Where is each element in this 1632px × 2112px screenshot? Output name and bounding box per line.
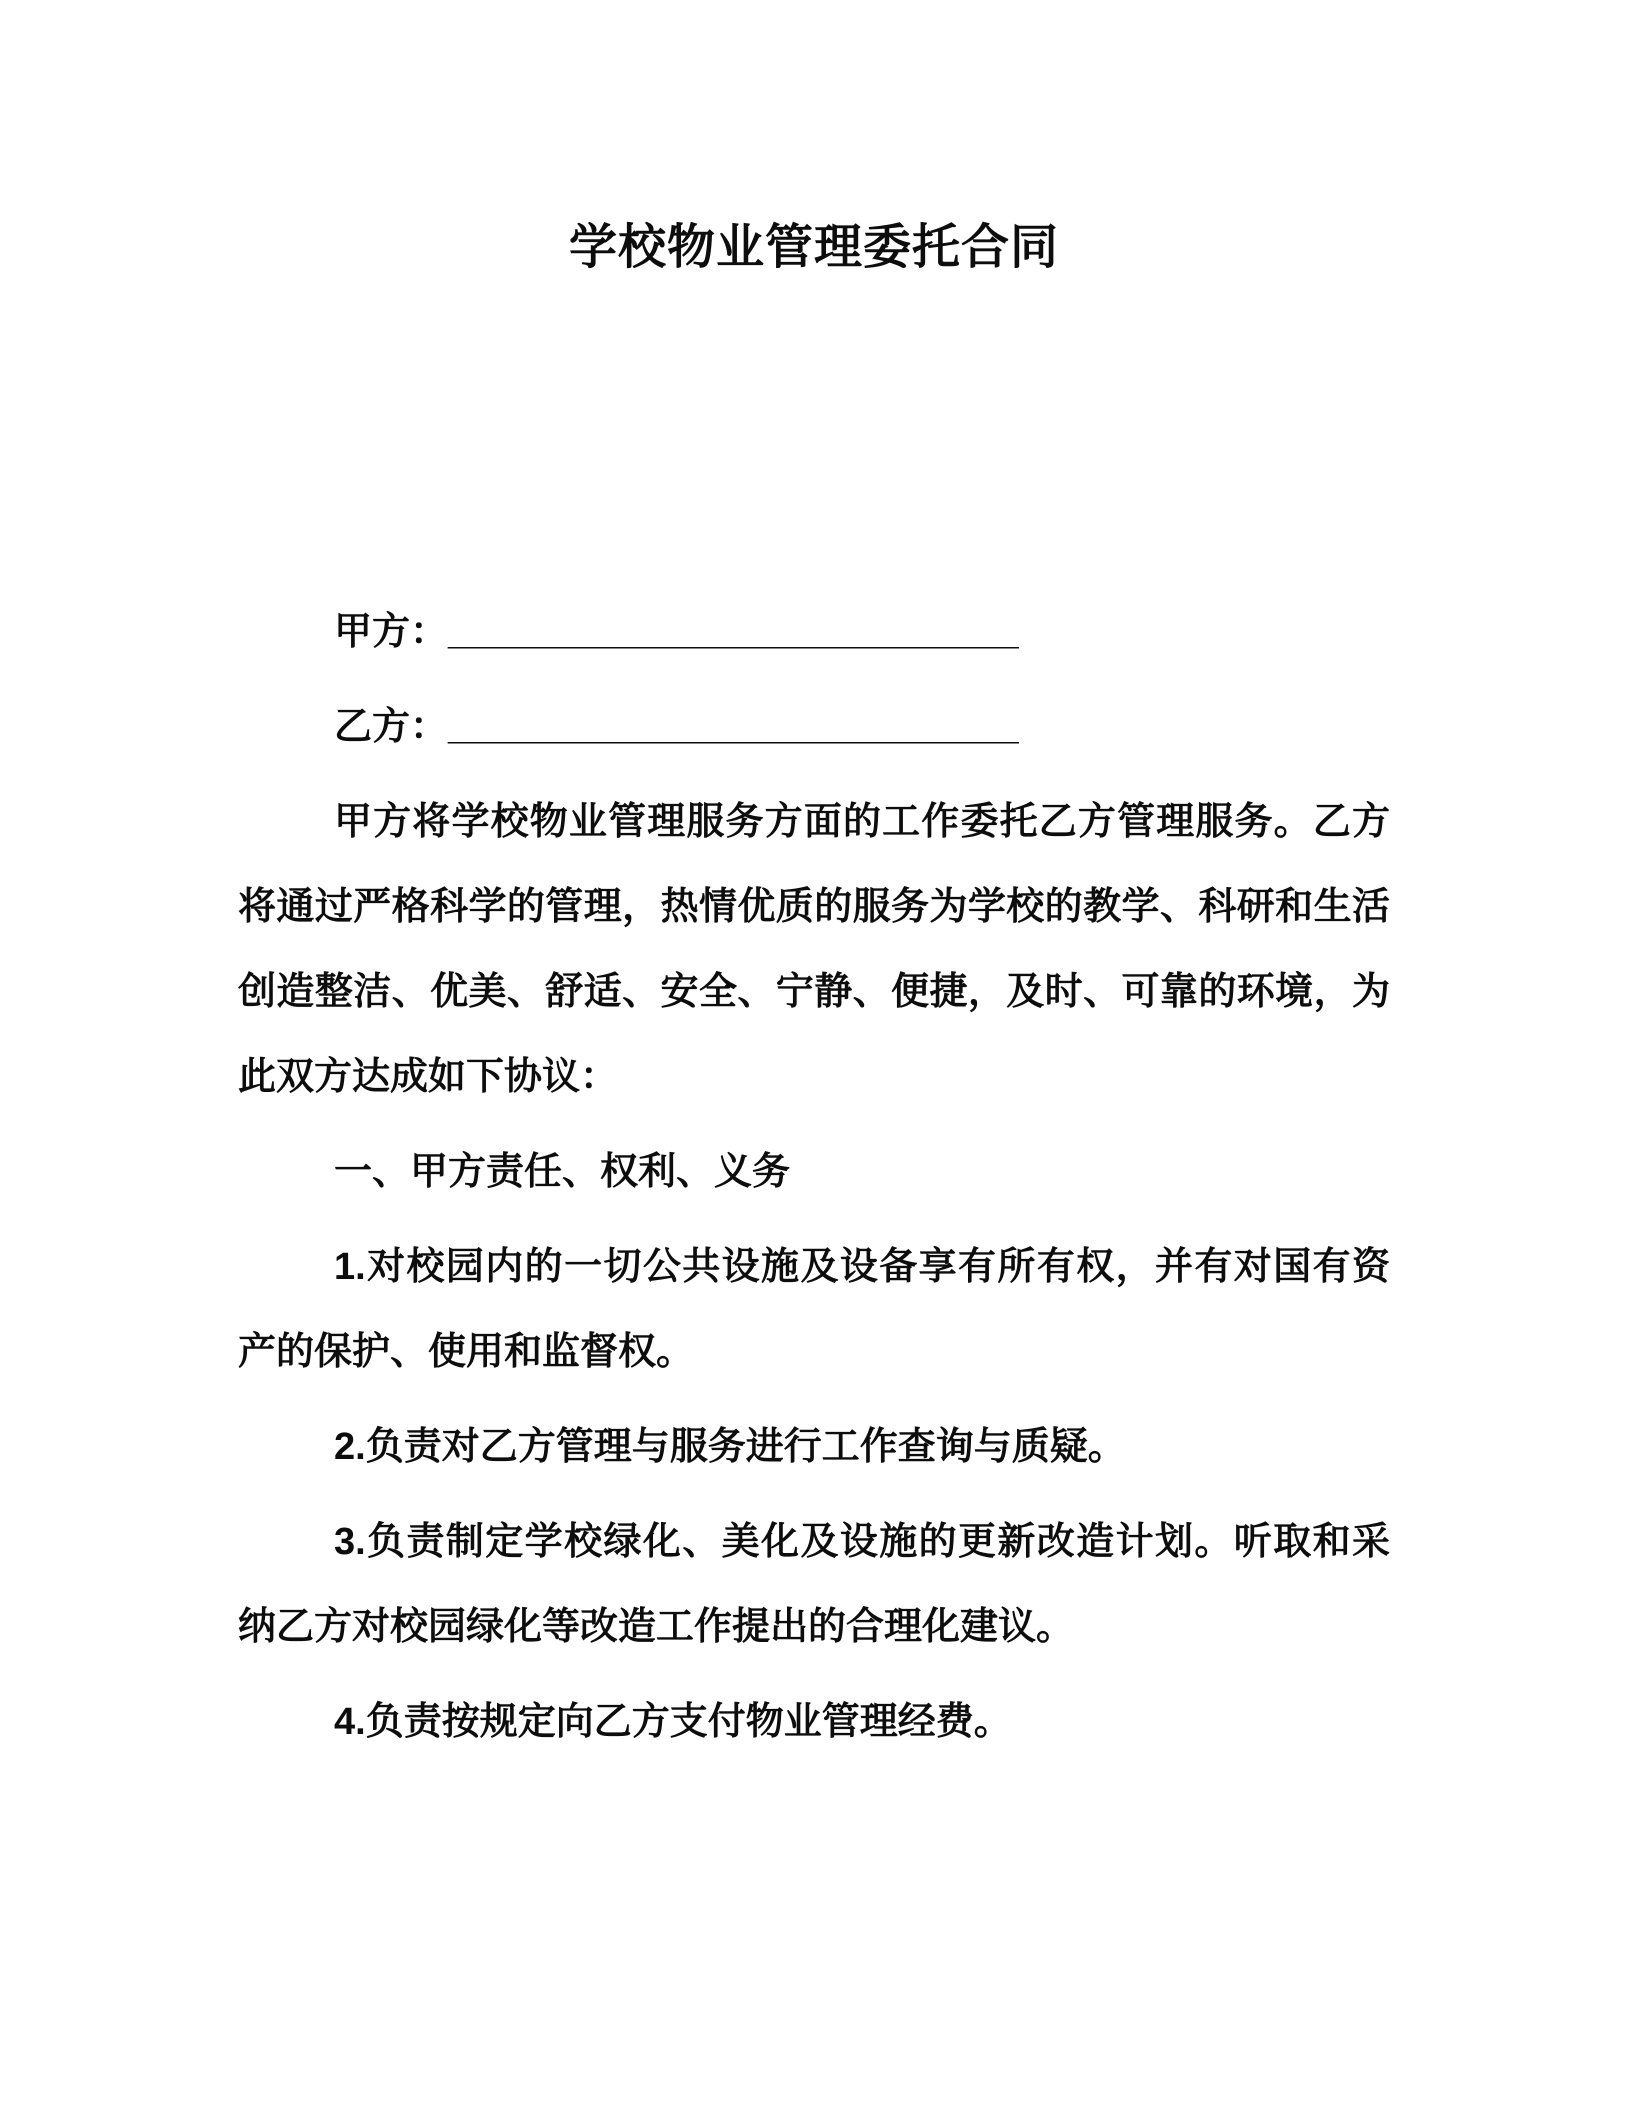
party-b-blank-line: ___________________________	[448, 706, 1019, 748]
party-a-row	[238, 590, 1390, 675]
party-b-row	[238, 685, 1390, 770]
section-1-item-3: 3.负责制定学校绿化、美化及设施的更新改造计划。听取和采纳乙方对校园绿化等改造工作提出的合理化建议。	[238, 1521, 1390, 1648]
party-a-label: 甲方：	[334, 611, 449, 653]
section-1-heading: 一、甲方责任、权利、义务	[334, 1151, 791, 1193]
party-b-label: 乙方：	[334, 706, 449, 748]
party-a-blank-line: ___________________________	[448, 611, 1019, 653]
document-title: 学校物业管理委托合同	[568, 221, 1059, 274]
section-1-item-4: 4.负责按规定向乙方支付物业管理经费。	[334, 1701, 1012, 1743]
section-1-item-1: 1.对校园内的一切公共设施及设备享有所有权，并有对国有资产的保护、使用和监督权。	[238, 1246, 1390, 1373]
section-1-item-2: 2.负责对乙方管理与服务进行工作查询与质疑。	[334, 1426, 1126, 1468]
intro-paragraph: 甲方将学校物业管理服务方面的工作委托乙方管理服务。乙方将通过严格科学的管理，热情优质的服务为学校的教学、科研和生活创造整洁、优美、舒适、安全、宁静、便捷，及时、可靠的环境，为此双方达成如下协议：	[238, 801, 1390, 1098]
